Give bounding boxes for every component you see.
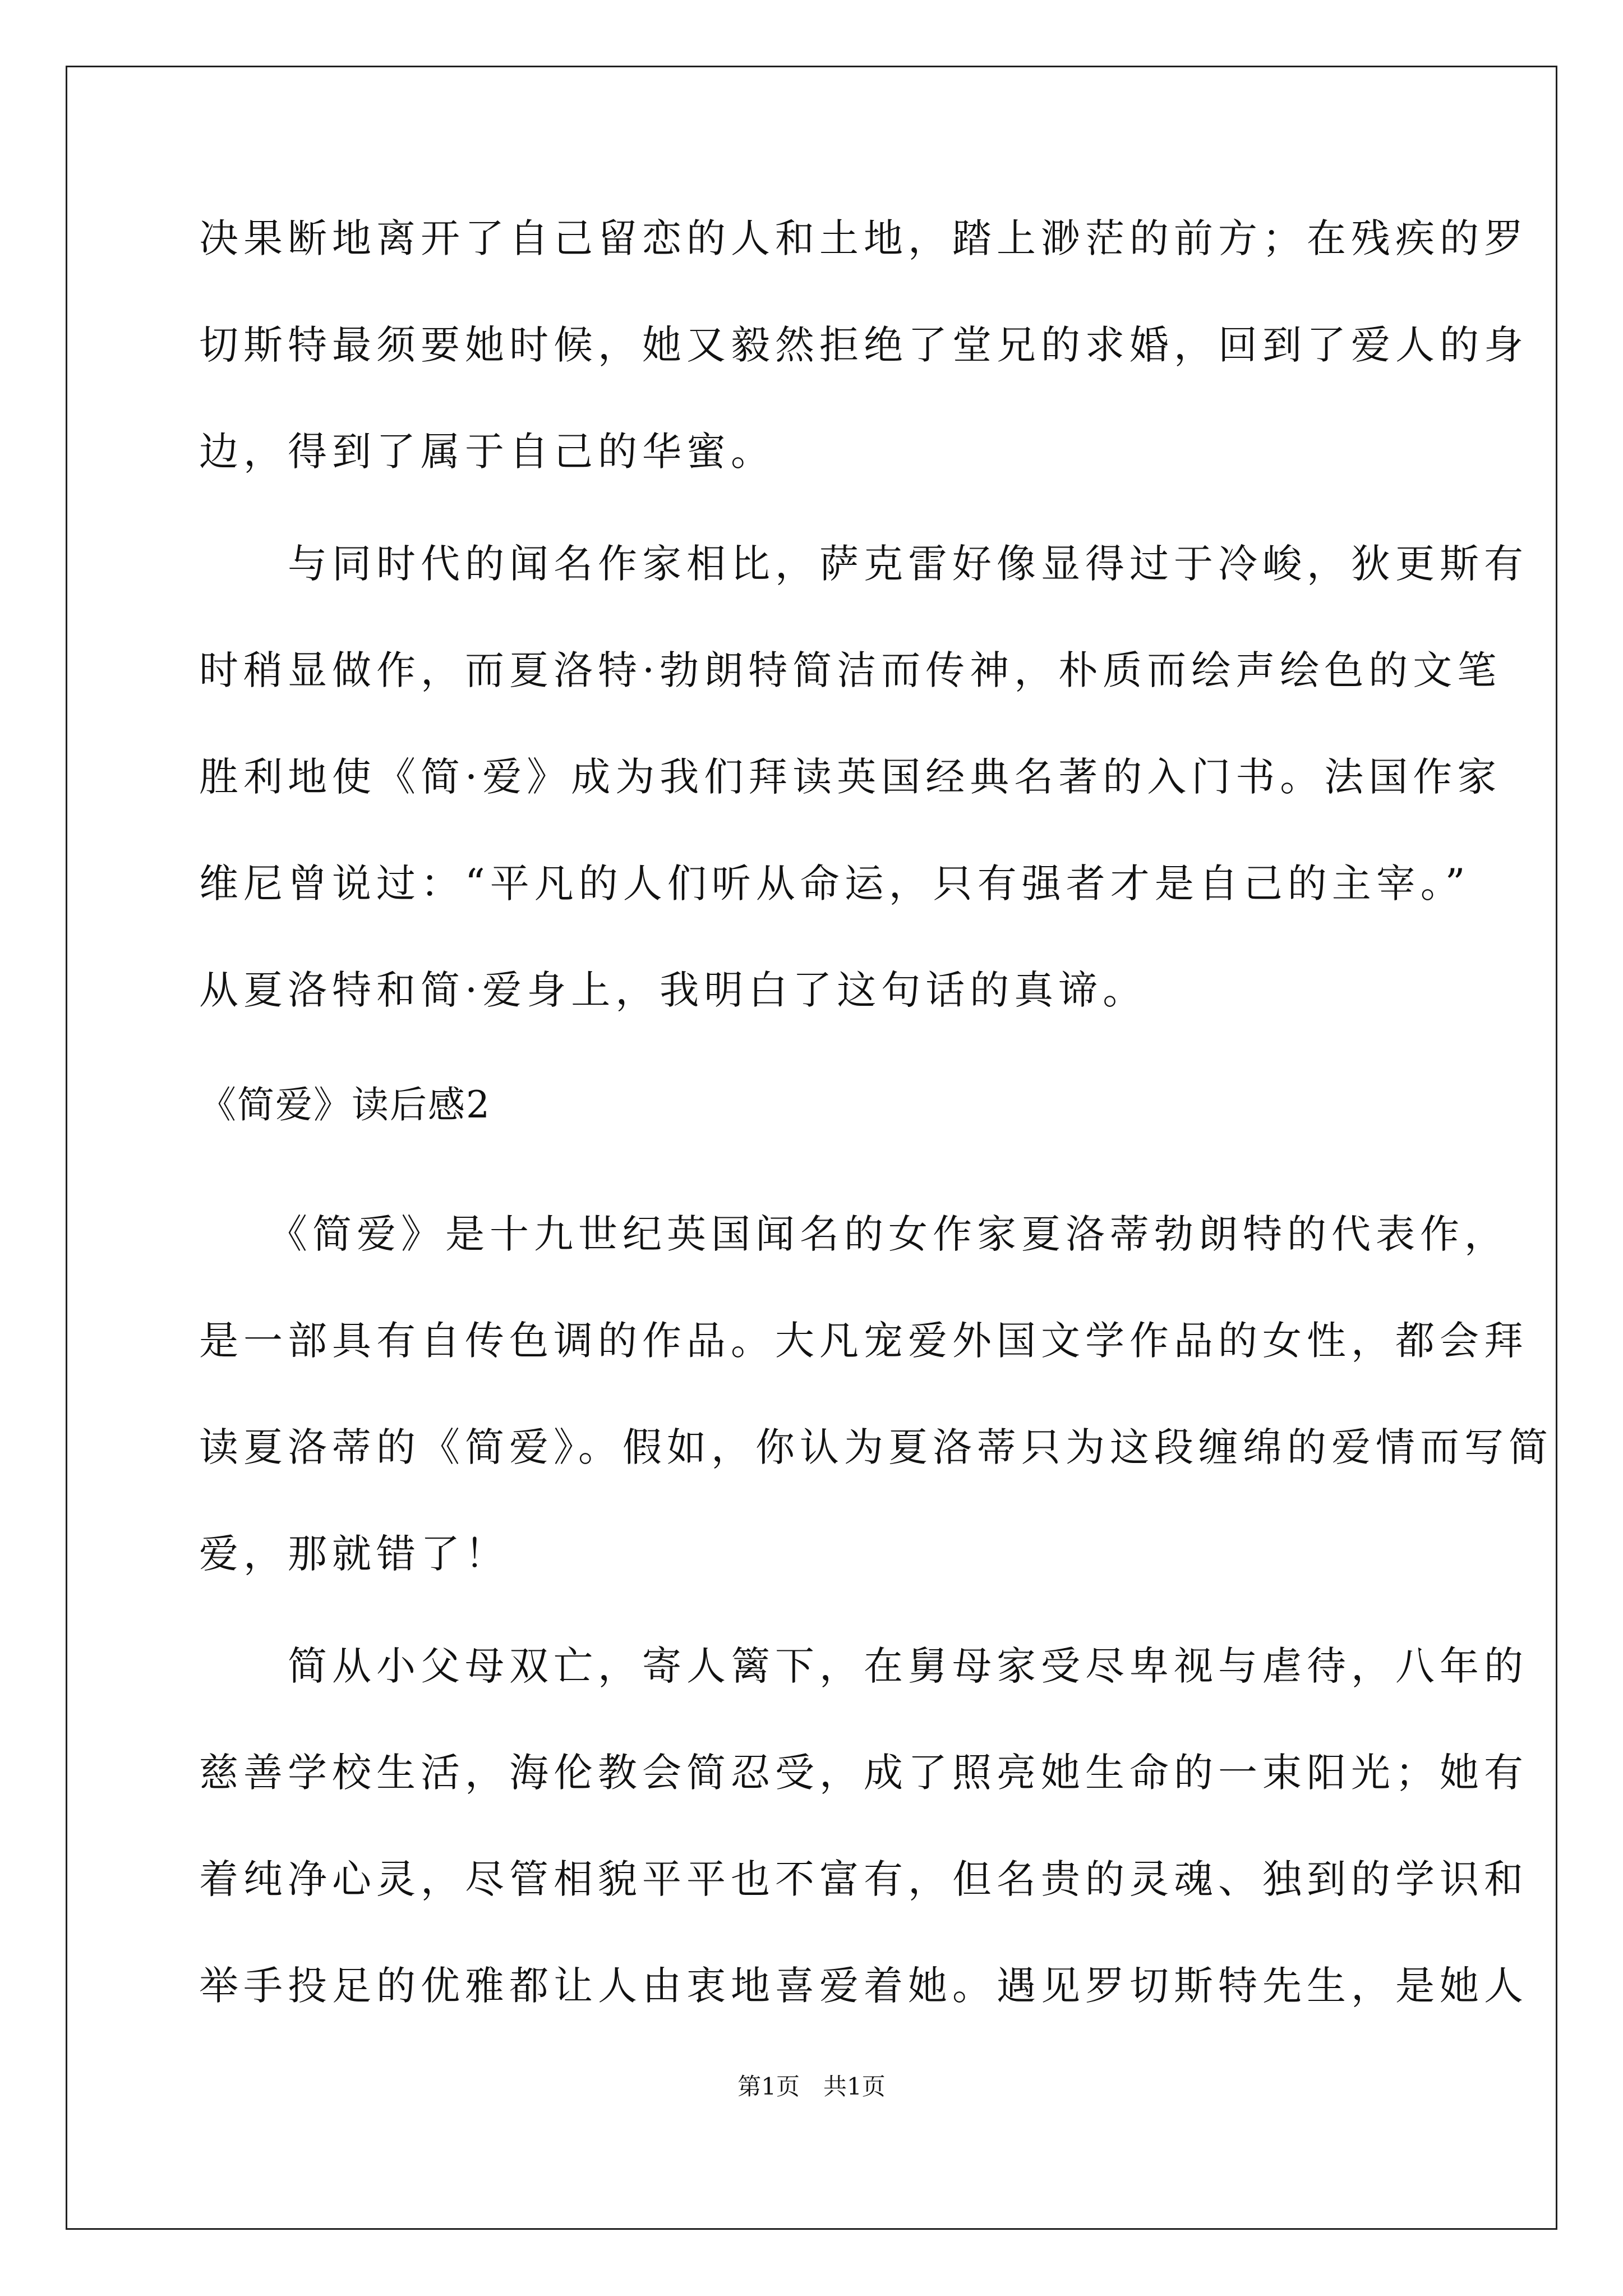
- body-line: 着纯净心灵，尽管相貌平平也不富有，但名贵的灵魂、独到的学识和: [199, 1856, 1528, 1902]
- body-line: 从夏洛特和简·爱身上，我明白了这句话的真谛。: [199, 967, 1147, 1013]
- body-line: 边，得到了属于自己的华蜜。: [199, 429, 775, 475]
- body-line: 举手投足的优雅都让人由衷地喜爱着她。遇见罗切斯特先生，是她人: [199, 1963, 1528, 2009]
- body-line: 简从小父母双亡，寄人篱下，在舅母家受尽卑视与虐待，八年的: [199, 1643, 1528, 1689]
- body-line: 读夏洛蒂的《简爱》。假如，你认为夏洛蒂只为这段缠绵的爱情而写简: [199, 1424, 1553, 1470]
- body-line: 时稍显做作，而夏洛特·勃朗特简洁而传神，朴质而绘声绘色的文笔: [199, 647, 1502, 693]
- body-line: 切斯特最须要她时候，她又毅然拒绝了堂兄的求婚，回到了爱人的身: [199, 322, 1528, 368]
- body-line: 维尼曾说过：“平凡的人们听从命运，只有强者才是自己的主宰。”: [199, 861, 1470, 907]
- page-footer: [0, 2070, 1623, 2104]
- body-line: 是一部具有自传色调的作品。大凡宠爱外国文学作品的女性，都会拜: [199, 1318, 1528, 1364]
- body-line: 《简爱》是十九世纪英国闻名的女作家夏洛蒂勃朗特的代表作，: [199, 1211, 1509, 1257]
- section-heading: 《简爱》读后感2: [199, 1083, 491, 1126]
- body-line: 慈善学校生活，海伦教会简忍受，成了照亮她生命的一束阳光；她有: [199, 1750, 1528, 1796]
- body-line: 胜利地使《简·爱》成为我们拜读英国经典名著的入门书。法国作家: [199, 754, 1502, 800]
- body-line: 与同时代的闻名作家相比，萨克雷好像显得过于冷峻，狄更斯有: [199, 541, 1528, 587]
- body-line: 爱，那就错了！: [199, 1531, 509, 1577]
- page-number-label: 第1页 共1页: [737, 2073, 886, 2100]
- body-line: 决果断地离开了自己留恋的人和土地，踏上渺茫的前方；在残疾的罗: [199, 215, 1528, 261]
